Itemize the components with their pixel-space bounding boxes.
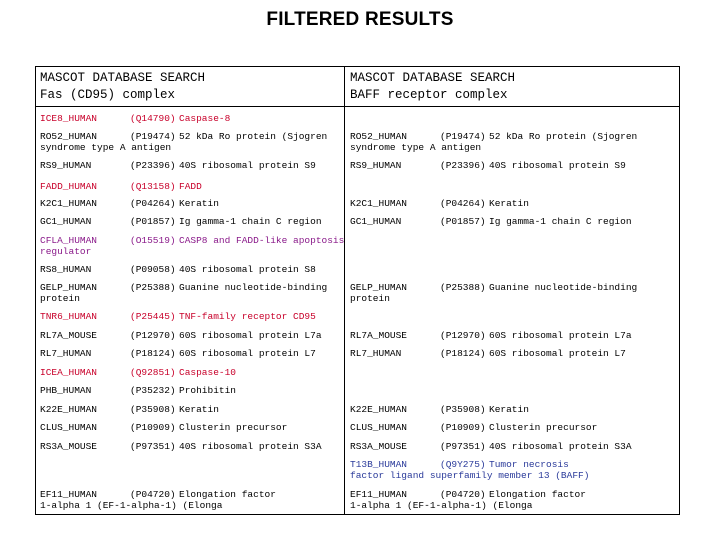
results-table <box>35 66 680 515</box>
protein-id: RO52_HUMAN <box>350 131 408 142</box>
fas-header-line2: Fas (CD95) complex <box>40 88 176 102</box>
protein-description: Elongation factor <box>179 489 276 500</box>
protein-id: ICE8_HUMAN <box>40 113 98 124</box>
protein-id: PHB_HUMAN <box>40 385 92 396</box>
protein-description: Clusterin precursor <box>489 422 598 433</box>
protein-description: Elongation factor <box>489 489 586 500</box>
protein-id: RL7_HUMAN <box>40 348 92 359</box>
accession: (P35908) <box>130 404 176 415</box>
protein-description-cont: protein <box>40 293 80 304</box>
protein-description: Keratin <box>489 198 529 209</box>
protein-id: RO52_HUMAN <box>40 131 98 142</box>
protein-id: GC1_HUMAN <box>350 216 402 227</box>
protein-id: GELP_HUMAN <box>40 282 98 293</box>
protein-description: Prohibitin <box>179 385 237 396</box>
accession: (P19474) <box>130 131 176 142</box>
protein-id: T13B_HUMAN <box>350 459 408 470</box>
accession: (P04264) <box>440 198 486 209</box>
accession: (P97351) <box>130 441 176 452</box>
protein-description: Keratin <box>179 198 219 209</box>
protein-id: EF11_HUMAN <box>350 489 408 500</box>
protein-description: 60S ribosomal protein L7 <box>489 348 626 359</box>
accession: (P10909) <box>130 422 176 433</box>
baff-complex-header <box>350 70 515 104</box>
protein-description: Ig gamma-1 chain C region <box>179 216 322 227</box>
protein-description-cont: syndrome type A antigen <box>350 142 482 153</box>
protein-id: GELP_HUMAN <box>350 282 408 293</box>
accession: (P25445) <box>130 311 176 322</box>
accession: (P23396) <box>440 160 486 171</box>
accession: (Q13158) <box>130 181 176 192</box>
protein-description-cont: 1-alpha 1 (EF-1-alpha-1) (Elonga <box>350 500 533 511</box>
protein-description-cont: 1-alpha 1 (EF-1-alpha-1) (Elonga <box>40 500 223 511</box>
protein-id: FADD_HUMAN <box>40 181 98 192</box>
protein-id: RS3A_MOUSE <box>350 441 408 452</box>
accession: (Q9Y275) <box>440 459 486 470</box>
accession: (P04720) <box>130 489 176 500</box>
accession: (P01857) <box>440 216 486 227</box>
protein-id: RL7A_MOUSE <box>40 330 98 341</box>
column-divider <box>344 67 345 514</box>
accession: (P35232) <box>130 385 176 396</box>
protein-id: RS9_HUMAN <box>40 160 92 171</box>
protein-description: 40S ribosomal protein S3A <box>179 441 322 452</box>
accession: (P25388) <box>440 282 486 293</box>
accession: (P04264) <box>130 198 176 209</box>
protein-description: Keratin <box>179 404 219 415</box>
protein-description: Clusterin precursor <box>179 422 288 433</box>
accession: (P25388) <box>130 282 176 293</box>
protein-id: K22E_HUMAN <box>350 404 408 415</box>
protein-description: CASP8 and FADD-like apoptosis <box>179 235 345 246</box>
protein-description: Caspase-8 <box>179 113 231 124</box>
protein-id: CFLA_HUMAN <box>40 235 98 246</box>
accession: (P10909) <box>440 422 486 433</box>
protein-id: RS9_HUMAN <box>350 160 402 171</box>
accession: (P01857) <box>130 216 176 227</box>
protein-description: 40S ribosomal protein S9 <box>179 160 316 171</box>
protein-description: Guanine nucleotide-binding <box>179 282 328 293</box>
accession: (P12970) <box>440 330 486 341</box>
protein-description: 60S ribosomal protein L7a <box>179 330 322 341</box>
protein-id: CLUS_HUMAN <box>350 422 408 433</box>
protein-description-cont: regulator <box>40 246 92 257</box>
protein-id: K22E_HUMAN <box>40 404 98 415</box>
accession: (P18124) <box>440 348 486 359</box>
fas-header-line1: MASCOT DATABASE SEARCH <box>40 71 206 85</box>
protein-description: 60S ribosomal protein L7a <box>489 330 632 341</box>
protein-description: 40S ribosomal protein S3A <box>489 441 632 452</box>
protein-description-cont: syndrome type A antigen <box>40 142 172 153</box>
accession: (P09058) <box>130 264 176 275</box>
accession: (Q92851) <box>130 367 176 378</box>
protein-description: Guanine nucleotide-binding <box>489 282 638 293</box>
accession: (P23396) <box>130 160 176 171</box>
protein-id: EF11_HUMAN <box>40 489 98 500</box>
accession: (P12970) <box>130 330 176 341</box>
protein-description: 40S ribosomal protein S8 <box>179 264 316 275</box>
protein-description: Keratin <box>489 404 529 415</box>
protein-id: K2C1_HUMAN <box>350 198 408 209</box>
protein-description: TNF-family receptor CD95 <box>179 311 316 322</box>
baff-header-line1: MASCOT DATABASE SEARCH <box>350 71 516 85</box>
protein-description: Tumor necrosis <box>489 459 569 470</box>
baff-header-line2: BAFF receptor complex <box>350 88 508 102</box>
fas-complex-header <box>40 70 205 104</box>
protein-id: GC1_HUMAN <box>40 216 92 227</box>
protein-description: 40S ribosomal protein S9 <box>489 160 626 171</box>
protein-description: 52 kDa Ro protein (Sjogren <box>179 131 328 142</box>
accession: (P35908) <box>440 404 486 415</box>
protein-id: K2C1_HUMAN <box>40 198 98 209</box>
protein-description: Caspase-10 <box>179 367 237 378</box>
header-divider <box>36 106 679 107</box>
protein-description: FADD <box>179 181 202 192</box>
protein-description-cont: protein <box>350 293 390 304</box>
accession: (P04720) <box>440 489 486 500</box>
protein-description-cont: factor ligand superfamily member 13 (BAFF) <box>350 470 590 481</box>
protein-id: RS3A_MOUSE <box>40 441 98 452</box>
protein-description: 52 kDa Ro protein (Sjogren <box>489 131 638 142</box>
protein-id: RL7_HUMAN <box>350 348 402 359</box>
protein-id: RL7A_MOUSE <box>350 330 408 341</box>
accession: (O15519) <box>130 235 176 246</box>
page-title: FILTERED RESULTS <box>266 9 454 30</box>
accession: (P97351) <box>440 441 486 452</box>
protein-id: ICEA_HUMAN <box>40 367 98 378</box>
protein-id: RS8_HUMAN <box>40 264 92 275</box>
accession: (Q14790) <box>130 113 176 124</box>
protein-id: TNR6_HUMAN <box>40 311 98 322</box>
accession: (P19474) <box>440 131 486 142</box>
protein-id: CLUS_HUMAN <box>40 422 98 433</box>
protein-description: Ig gamma-1 chain C region <box>489 216 632 227</box>
protein-description: 60S ribosomal protein L7 <box>179 348 316 359</box>
accession: (P18124) <box>130 348 176 359</box>
